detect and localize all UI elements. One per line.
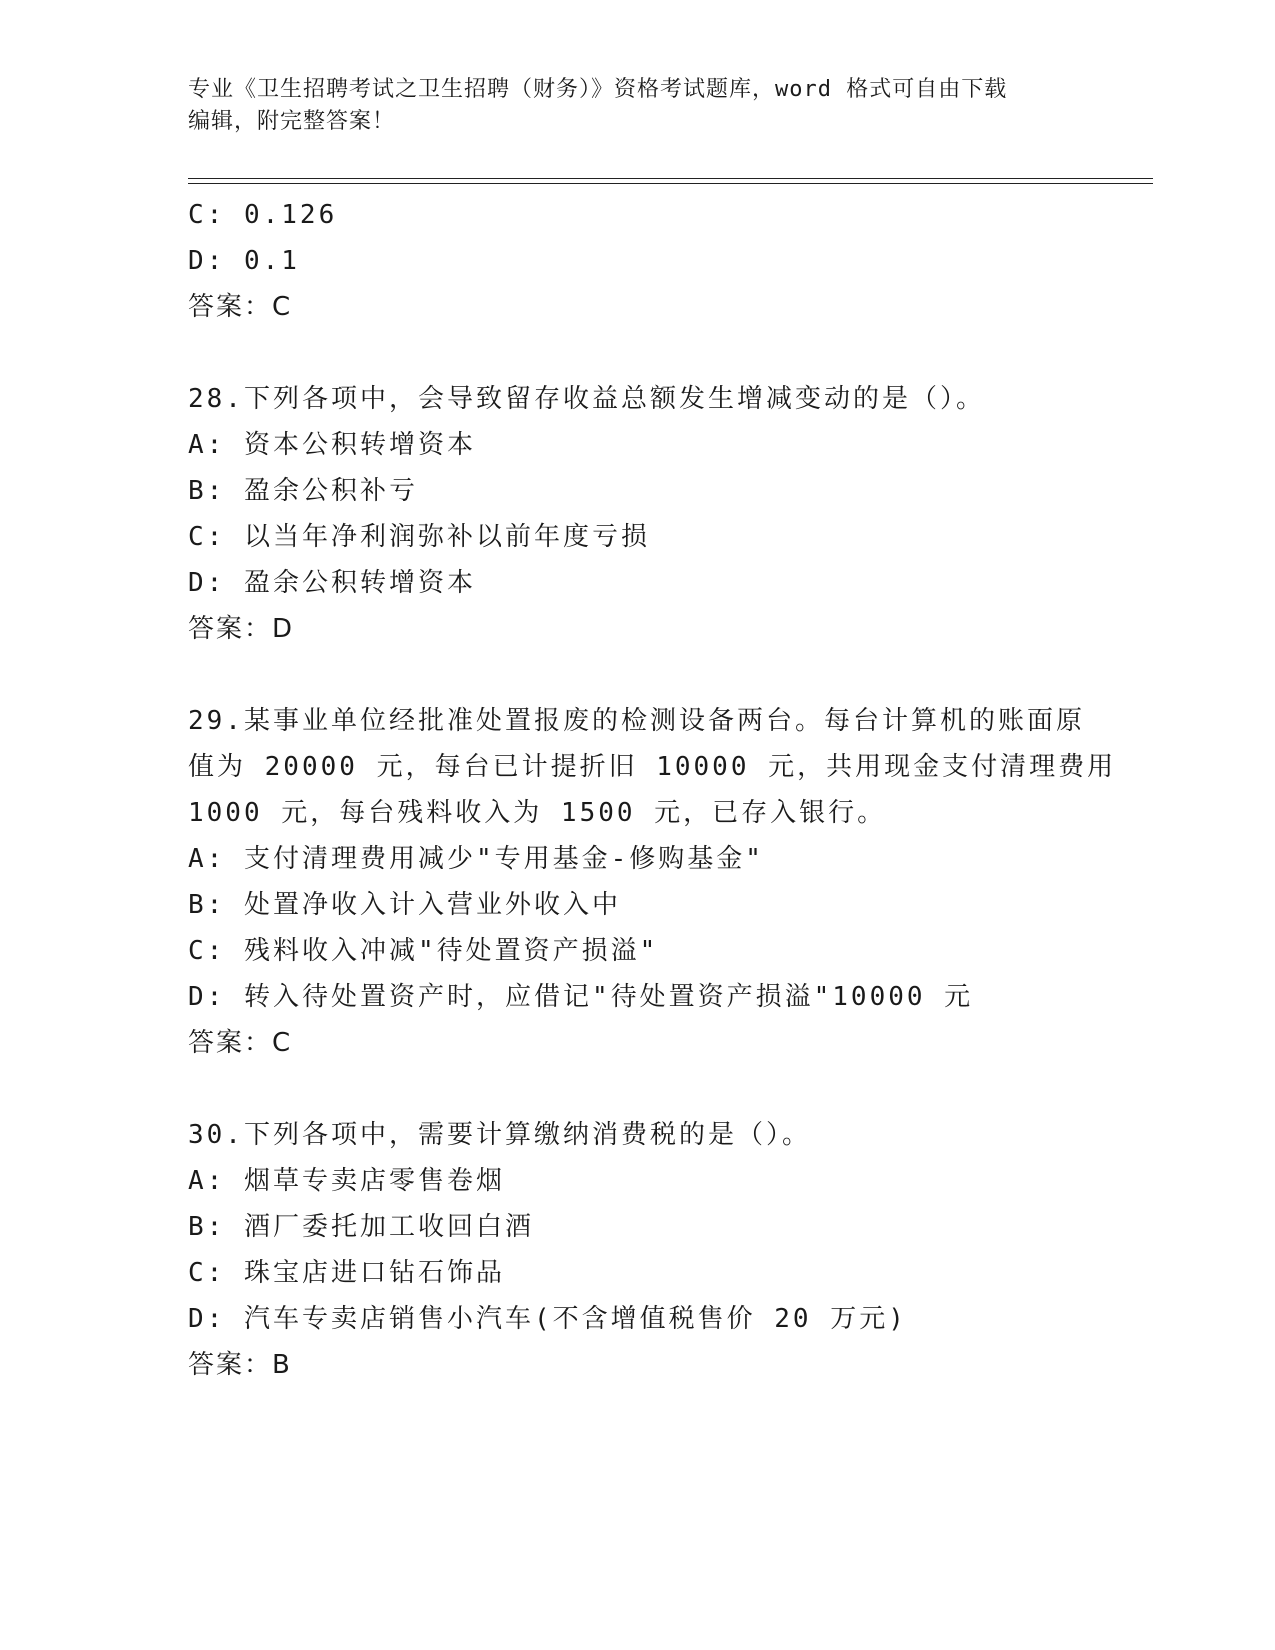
header-line-2: 编辑，附完整答案！ (188, 109, 396, 134)
question-spacer (188, 1066, 1108, 1112)
option-d: D: 转入待处置资产时，应借记"待处置资产损溢"10000 元 (188, 982, 974, 1012)
header-line-1: 专业《卫生招聘考试之卫生招聘（财务）》资格考试题库，word 格式可自由下载 (188, 77, 1008, 102)
answer-line: 答案：B (188, 1350, 292, 1380)
answer-line: 答案：C (188, 292, 293, 322)
option-c: C: 0.126 (188, 200, 338, 230)
question-stem: 值为 20000 元，每台已计提折旧 10000 元，共用现金支付清理费用 (188, 752, 1117, 782)
option-b: B: 酒厂委托加工收回白酒 (188, 1212, 534, 1242)
question-spacer (188, 330, 1108, 376)
option-a: A: 烟草专卖店零售卷烟 (188, 1166, 505, 1196)
option-c: C: 珠宝店进口钻石饰品 (188, 1258, 505, 1288)
question-stem: 30.下列各项中，需要计算缴纳消费税的是（）。 (188, 1120, 811, 1150)
answer-line: 答案：D (188, 614, 295, 644)
header-divider-bottom (188, 183, 1153, 184)
option-d: D: 0.1 (188, 246, 300, 276)
option-a: A: 资本公积转增资本 (188, 430, 476, 460)
answer-line: 答案：C (188, 1028, 293, 1058)
option-c: C: 残料收入冲减"待处置资产损溢" (188, 936, 659, 966)
option-a: A: 支付清理费用减少"专用基金-修购基金" (188, 844, 764, 874)
option-b: B: 盈余公积补亏 (188, 476, 418, 506)
option-d: D: 盈余公积转增资本 (188, 568, 476, 598)
option-b: B: 处置净收入计入营业外收入中 (188, 890, 621, 920)
option-c: C: 以当年净利润弥补以前年度亏损 (188, 522, 650, 552)
header-divider-top (188, 178, 1153, 179)
question-stem: 29.某事业单位经批准处置报废的检测设备两台。每台计算机的账面原 (188, 706, 1085, 736)
question-content (188, 192, 1117, 1388)
question-stem: 1000 元，每台残料收入为 1500 元，已存入银行。 (188, 798, 887, 828)
option-d: D: 汽车专卖店销售小汽车(不含增值税售价 20 万元) (188, 1304, 907, 1334)
question-spacer (188, 652, 1108, 698)
document-header (188, 74, 1088, 138)
question-stem: 28.下列各项中，会导致留存收益总额发生增减变动的是（）。 (188, 384, 985, 414)
